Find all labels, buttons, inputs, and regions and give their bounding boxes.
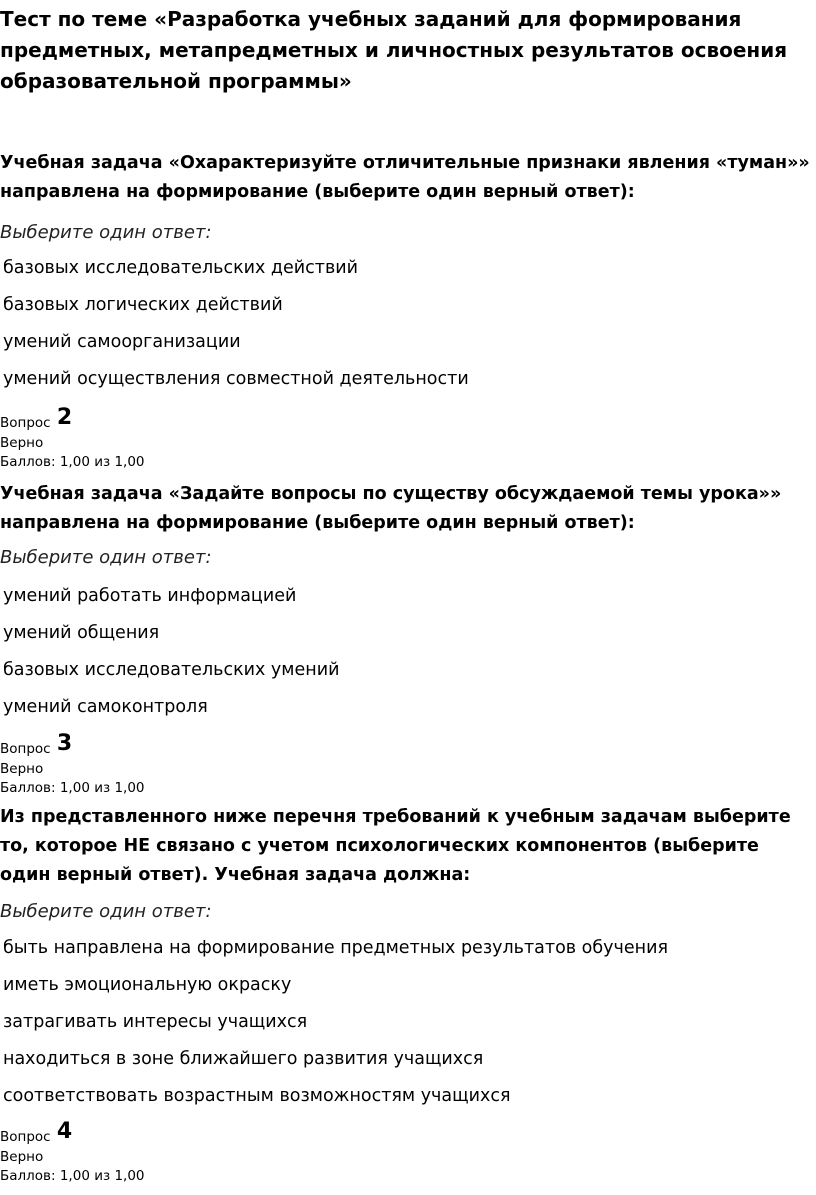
question-score: Баллов: 1,00 из 1,00	[0, 780, 145, 796]
question-1-text: Учебная задача «Охарактеризуйте отличительные признаки явления «туман»» направлена на формирование (выберите один верный ответ):	[0, 153, 810, 202]
answer-option[interactable]: умений самоконтроля	[3, 697, 208, 717]
answer-option[interactable]: соответствовать возрастным возможностям учащихся	[3, 1086, 511, 1106]
question-2-prompt: Выберите один ответ:	[0, 547, 212, 568]
question-number	[0, 1119, 145, 1148]
question-4-info	[0, 1119, 145, 1186]
question-number-label: Вопрос	[0, 1129, 51, 1145]
answer-option[interactable]: умений общения	[3, 623, 160, 643]
question-number-value: 4	[56, 1119, 73, 1144]
answer-option[interactable]: базовых логических действий	[3, 295, 283, 315]
question-1-prompt: Выберите один ответ:	[0, 222, 212, 243]
question-status: Верно	[0, 1149, 44, 1165]
question-number-label: Вопрос	[0, 415, 51, 431]
question-number-value: 2	[56, 405, 73, 430]
question-number	[0, 731, 145, 760]
question-number-value: 3	[56, 731, 73, 756]
answer-option[interactable]: умений осуществления совместной деятельности	[3, 369, 469, 389]
answer-option[interactable]: затрагивать интересы учащихся	[3, 1012, 308, 1032]
question-1-answer-list	[0, 256, 469, 404]
question-status: Верно	[0, 435, 44, 451]
answer-option[interactable]: базовых исследовательских умений	[3, 660, 340, 680]
answer-option[interactable]: умений самоорганизации	[3, 332, 241, 352]
question-score: Баллов: 1,00 из 1,00	[0, 454, 145, 470]
question-number-label: Вопрос	[0, 741, 51, 757]
answer-option[interactable]: быть направлена на формирование предметных результатов обучения	[3, 938, 668, 958]
answer-option[interactable]: иметь эмоциональную окраску	[3, 975, 292, 995]
question-2-info	[0, 405, 145, 472]
question-3-prompt: Выберите один ответ:	[0, 901, 212, 922]
question-2-answer-list	[0, 584, 339, 732]
answer-option[interactable]: умений работать информацией	[3, 586, 297, 606]
question-3-info	[0, 731, 145, 798]
question-number	[0, 405, 145, 434]
document-title: Тест по теме «Разработка учебных заданий для формирования предметных, метапредметных и личностных результатов освоения образовательной программы»	[0, 7, 788, 93]
question-3-text: Из представленного ниже перечня требований к учебным задачам выберите то, которое НЕ связано с учетом психологических компонентов (выберите один верный ответ). Учебная задача должна:	[0, 807, 791, 885]
answer-option[interactable]: находиться в зоне ближайшего развития учащихся	[3, 1049, 484, 1069]
question-score: Баллов: 1,00 из 1,00	[0, 1168, 145, 1184]
answer-option[interactable]: базовых исследовательских действий	[3, 258, 359, 278]
question-2-text: Учебная задача «Задайте вопросы по существу обсуждаемой темы урока»» направлена на формирование (выберите один верный ответ):	[0, 484, 782, 533]
question-status: Верно	[0, 761, 44, 777]
question-3-answer-list	[0, 936, 668, 1121]
